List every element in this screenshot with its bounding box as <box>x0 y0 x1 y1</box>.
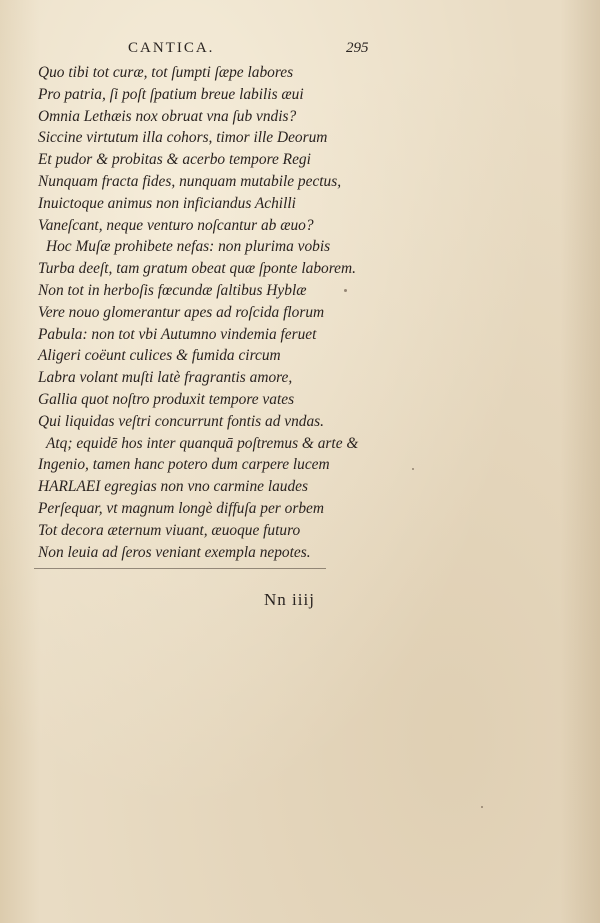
verse-line: Turba deeſt, tam gratum obeat quæ ſponte laborem. <box>38 260 356 278</box>
verse-line: Non tot in herboſis fœcundæ ſaltibus Hyblæ <box>38 281 307 299</box>
verse-line: Omnia Lethæis nox obruat vna ſub vndis? <box>38 107 297 125</box>
verse-line: Quo tibi tot curæ, tot ſumpti ſæpe labores <box>38 64 294 81</box>
verse-line: Vaneſcant, neque venturo noſcantur ab æuo? <box>38 216 314 234</box>
verse-line: Qui liquidas veſtri concurrunt fontis ad vndas. <box>38 412 324 430</box>
paper-speck <box>344 289 347 292</box>
verse-line: HARLAEI egregias non vno carmine laudes <box>38 478 308 496</box>
paper-speck <box>412 468 414 470</box>
verse-line: Non leuia ad ſeros veniant exempla nepotes. <box>38 543 311 561</box>
verse-line: Pro patria, ſi poſt ſpatium breue labilis æui <box>38 85 304 103</box>
verse-line: Vere nouo glomerantur apes ad roſcida florum <box>38 303 325 321</box>
verse-line: Tot decora æternum viuant, æuoque futuro <box>38 521 301 539</box>
verse-line: Perſequar, vt magnum longè diffuſa per orbem <box>38 499 324 517</box>
verse-line: Gallia quot noſtro produxit tempore vates <box>38 390 295 408</box>
verse-line: Ingenio, tamen hanc potero dum carpere lucem <box>38 456 330 474</box>
verse-line: Inuictoque animus non inficiandus Achilli <box>38 194 296 212</box>
poem-text <box>38 62 398 563</box>
verse-line: Atq; equidē hos inter quanquā poſtremus & arte & <box>46 434 359 452</box>
end-rule <box>34 568 326 571</box>
verse-line: Aligeri coëunt culices & fumida circum <box>38 347 281 365</box>
verse-line: Pabula: non tot vbi Autumno vindemia feruet <box>38 325 317 343</box>
page-number: 295 <box>346 40 369 56</box>
running-title: CANTICA. <box>128 40 215 56</box>
verse-line: Labra volant muſti latè fragrantis amore, <box>38 369 293 387</box>
verse-line: Nunquam fracta fides, nunquam mutabile pectus, <box>38 172 342 190</box>
paper-speck <box>481 806 483 808</box>
verse-line: Hoc Muſæ prohibete nefas: non plurima vobis <box>46 238 331 256</box>
verse-line: Et pudor & probitas & acerbo tempore Regi <box>38 151 311 169</box>
verse-line: Siccine virtutum illa cohors, timor ille Deorum <box>38 129 328 147</box>
signature-mark: Nn iiij <box>264 590 315 609</box>
